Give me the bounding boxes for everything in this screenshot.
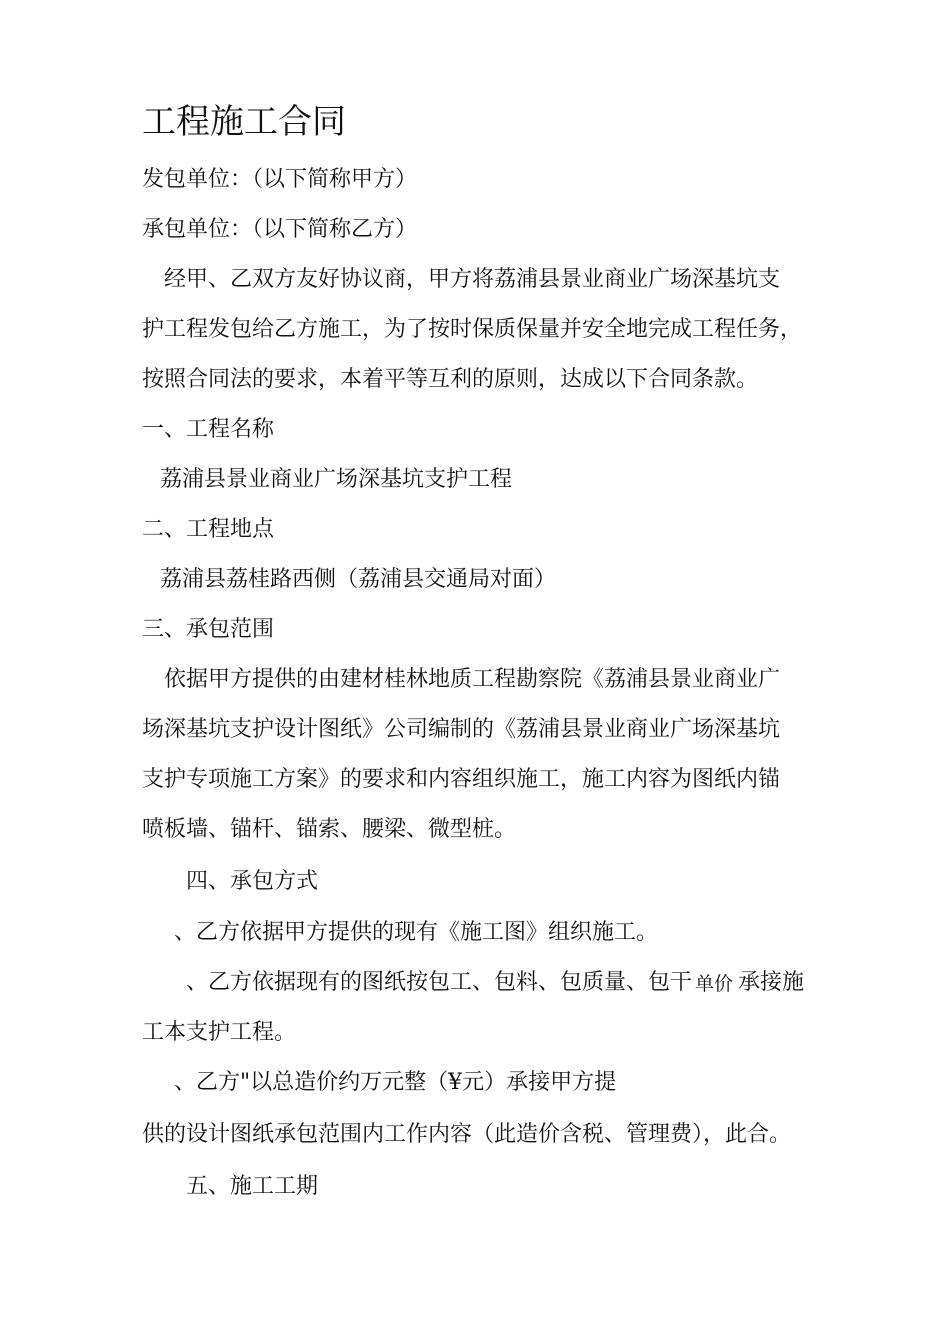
- scope-paragraph-line-2: 场深基坑支护设计图纸》公司编制的《荔浦县景业商业广场深基坑: [142, 717, 781, 742]
- intro-paragraph-line-3: 按照合同法的要求，本着平等互利的原则，达成以下合同条款。: [142, 367, 759, 392]
- scope-paragraph-line-3: 支护专项施工方案》的要求和内容组织施工，施工内容为图纸内锚: [142, 767, 781, 792]
- contract-method-item-1: 、乙方依据甲方提供的现有《施工图》组织施工。: [174, 920, 659, 945]
- intro-paragraph-line-2: 护工程发包给乙方施工，为了按时保质保量并安全地完成工程任务，: [142, 317, 803, 342]
- contract-method-item-3-line-1: 、乙方"以总造价约万元整（¥元）承接甲方提: [174, 1070, 617, 1095]
- scope-paragraph-line-1: 依据甲方提供的由建材桂林地质工程勘察院《荔浦县景业商业广: [164, 667, 781, 692]
- contract-method-item-2-part-2: 承接施: [738, 970, 805, 995]
- section-heading-contract-method: 四、承包方式: [186, 869, 319, 894]
- contract-method-item-2-part-1: 、乙方依据现有的图纸按包工、包料、包质量、包干: [186, 970, 693, 995]
- section-heading-construction-period: 五、施工工期: [186, 1174, 319, 1199]
- contract-method-item-2-unit-price: 单价: [695, 973, 734, 995]
- section-heading-scope: 三、承包范围: [142, 617, 275, 642]
- project-name-text: 荔浦县景业商业广场深基坑支护工程: [160, 467, 513, 492]
- contractor-line: 承包单位：（以下简称乙方）: [142, 217, 418, 242]
- section-heading-project-name: 一、工程名称: [142, 417, 275, 442]
- section-heading-project-location: 二、工程地点: [142, 517, 275, 542]
- intro-paragraph-line-1: 经甲、乙双方友好协议商，甲方将荔浦县景业商业广场深基坑支: [164, 267, 781, 292]
- document-title: 工程施工合同: [142, 102, 346, 142]
- employer-line: 发包单位：（以下简称甲方）: [142, 167, 418, 192]
- scope-paragraph-line-4: 喷板墙、锚杆、锚索、腰梁、微型桩。: [142, 817, 517, 842]
- project-location-text: 荔浦县荔桂路西侧（荔浦县交通局对面）: [160, 567, 557, 592]
- contract-method-item-2-line-2: 工本支护工程。: [142, 1020, 297, 1045]
- contract-method-item-3-line-2: 供的设计图纸承包范围内工作内容（此造价含税、管理费），此合。: [142, 1122, 792, 1147]
